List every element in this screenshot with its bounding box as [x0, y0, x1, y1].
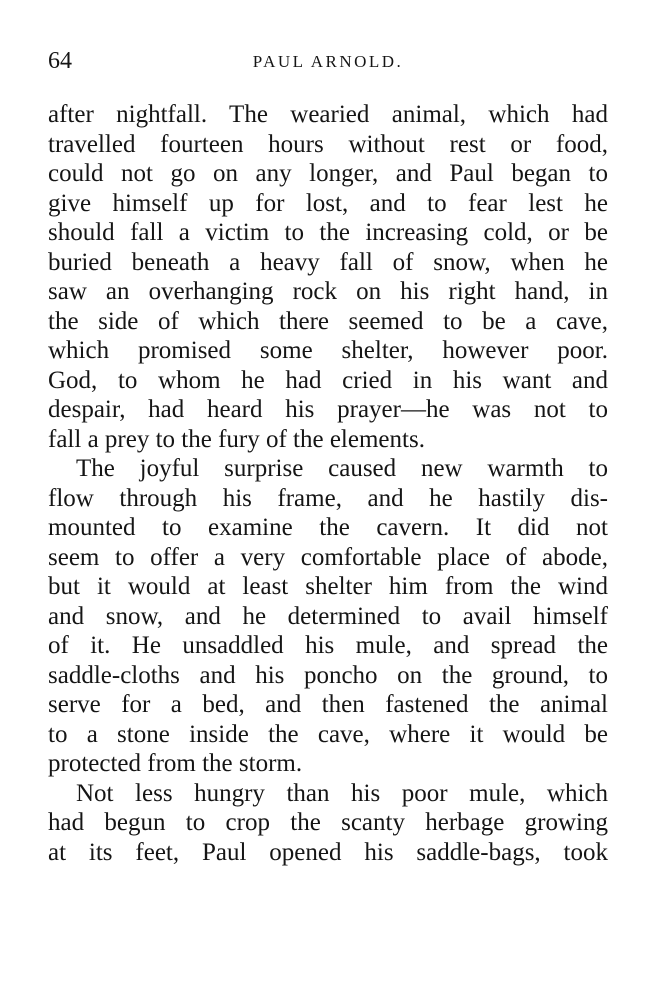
text-line: saddle-cloths and his poncho on the ground, to — [48, 661, 608, 689]
text-line: The joyful surprise caused new warmth to — [76, 455, 608, 482]
text-line: to a stone inside the cave, where it would be — [48, 720, 608, 748]
paragraph — [48, 100, 608, 454]
text-line: of it. He unsaddled his mule, and spread the — [48, 632, 608, 659]
text-line: had begun to crop the scanty herbage growing — [48, 809, 608, 836]
text-line: the side of which there seemed to be a cave, — [48, 307, 608, 335]
text-line: serve for a bed, and then fastened the animal — [48, 691, 608, 718]
text-line: after nightfall. The wearied animal, which had — [48, 101, 608, 128]
text-line: fall a prey to the fury of the elements. — [48, 425, 425, 453]
text-line: protected from the storm. — [48, 750, 303, 777]
page-number: 64 — [48, 48, 72, 74]
paragraph — [48, 454, 608, 779]
text-line: mounted to examine the cavern. It did not — [48, 514, 608, 541]
page-header — [48, 46, 608, 76]
text-line: flow through his frame, and he hastily dis- — [48, 484, 608, 512]
running-title: PAUL ARNOLD. — [252, 52, 404, 71]
text-line: Not less hungry than his poor mule, which — [76, 779, 608, 807]
text-line: should fall a victim to the increasing cold, or be — [48, 219, 608, 246]
text-line: at its feet, Paul opened his saddle-bags, took — [48, 838, 608, 866]
text-line: travelled fourteen hours without rest or food, — [48, 130, 608, 158]
text-line: saw an overhanging rock on his right hand, in — [48, 278, 608, 305]
paragraph — [48, 779, 608, 868]
text-line: buried beneath a heavy fall of snow, when he — [48, 248, 608, 276]
text-line: which promised some shelter, however poor. — [48, 337, 608, 364]
text-line: give himself up for lost, and to fear lest he — [48, 189, 608, 217]
text-line: God, to whom he had cried in his want and — [48, 366, 608, 394]
text-line: could not go on any longer, and Paul began to — [48, 160, 608, 187]
body-text — [48, 100, 608, 867]
text-line: but it would at least shelter him from the wind — [48, 573, 608, 600]
text-line: and snow, and he determined to avail himself — [48, 602, 608, 630]
text-line: seem to offer a very comfortable place of abode, — [48, 543, 608, 571]
text-line: despair, had heard his prayer—he was not to — [48, 396, 608, 423]
